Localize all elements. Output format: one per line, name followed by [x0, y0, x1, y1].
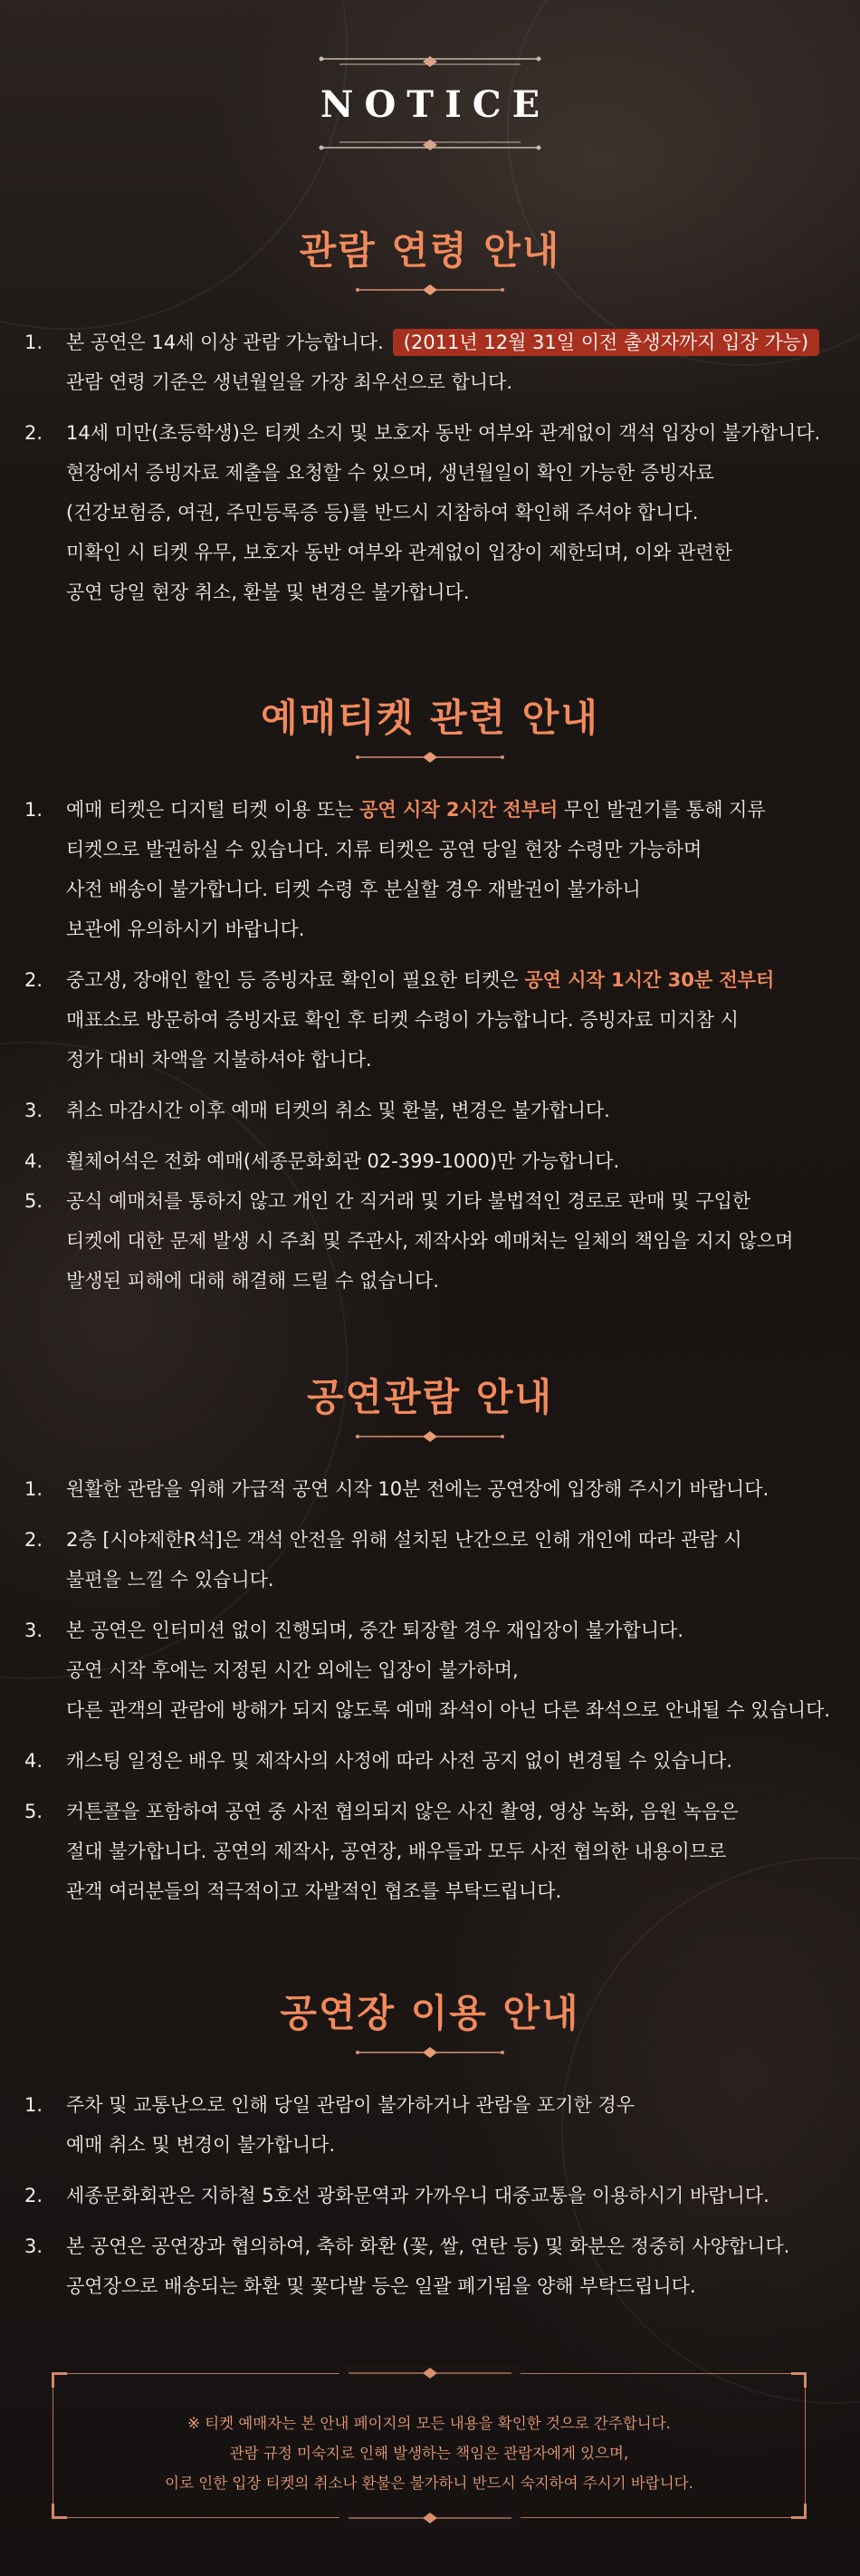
- item-number: 3.: [24, 1100, 43, 1121]
- item-text: 공연장으로 배송되는 화환 및 꽃다발 등은 일괄 폐기됨을 양해 부탁드립니다.: [66, 2275, 696, 2297]
- viewing-section: [0, 1375, 860, 1911]
- footer-top-ornament-icon: [339, 2365, 521, 2381]
- item-line: [66, 1792, 860, 1831]
- item-number: 1.: [24, 332, 43, 353]
- list-item: [24, 2176, 860, 2216]
- notice-list: [0, 322, 860, 612]
- item-text: 불편을 느낄 수 있습니다.: [66, 1569, 274, 1591]
- item-text: 예매 취소 및 변경이 불가합니다.: [66, 2134, 336, 2156]
- item-line: [66, 1469, 860, 1509]
- item-line: [66, 493, 860, 533]
- box-corner: [791, 2372, 807, 2388]
- section-title: 공연장 이용 안내: [280, 1991, 580, 2035]
- item-number: 4.: [24, 1750, 43, 1772]
- list-item: [24, 1792, 860, 1911]
- item-text: 본 공연은 14세 이상 관람 가능합니다.: [66, 332, 384, 353]
- item-line: [66, 2125, 860, 2165]
- item-text: 중고생, 장애인 할인 등 증빙자료 확인이 필요한 티켓은: [66, 969, 525, 991]
- box-corner: [52, 2504, 67, 2519]
- item-text: 발생된 피해에 대해 해결해 드릴 수 없습니다.: [66, 1270, 439, 1292]
- list-item: [24, 1469, 860, 1509]
- item-text: 절대 불가합니다. 공연의 제작사, 공연장, 배우들과 모두 사전 협의한 내용이므로: [66, 1841, 727, 1862]
- footer-line: ※ 티켓 예매자는 본 안내 페이지의 모든 내용을 확인한 것으로 간주합니다.: [187, 2415, 671, 2432]
- item-line: [66, 1560, 860, 1600]
- footer-line: 이로 인한 입장 티켓의 취소나 환불은 불가하니 반드시 숙지하여 주시기 바랍니다.: [165, 2475, 693, 2492]
- item-line: [66, 1650, 860, 1690]
- item-number: 5.: [24, 1190, 43, 1212]
- page-title: NOTICE: [320, 83, 551, 126]
- item-line: [66, 870, 860, 909]
- item-text: 캐스팅 일정은 배우 및 제작사의 사정에 따라 사전 공지 없이 변경될 수 있습니다.: [66, 1750, 732, 1772]
- age-section: [0, 228, 860, 612]
- item-text: 휠체어석은 전화 예매(세종문화회관 02-399-1000)만 가능합니다.: [66, 1150, 620, 1172]
- list-item: [24, 413, 860, 612]
- list-item: [24, 1741, 860, 1781]
- section-title: 예매티켓 관련 안내: [261, 696, 599, 740]
- item-number: 2.: [24, 969, 43, 991]
- item-line: [66, 2226, 860, 2266]
- list-item: [24, 2226, 860, 2306]
- item-text: 본 공연은 인터미션 없이 진행되며, 중간 퇴장할 경우 재입장이 불가합니다.: [66, 1620, 684, 1641]
- footer-bottom-ornament-icon: [339, 2510, 521, 2526]
- list-item: [24, 1091, 860, 1130]
- item-number: 2.: [24, 2185, 43, 2206]
- section-title: 관람 연령 안내: [299, 228, 561, 273]
- item-text: 정가 대비 차액을 지불하셔야 합니다.: [66, 1049, 372, 1071]
- age-limit-badge: (2011년 12월 31일 이전 출생자까지 입장 가능): [393, 329, 819, 356]
- item-text: 사전 배송이 불가합니다. 티켓 수령 후 분실할 경우 재발권이 불가하니: [66, 879, 641, 900]
- item-number: 2.: [24, 1529, 43, 1551]
- item-text: 보관에 유의하시기 바랍니다.: [66, 918, 305, 940]
- section-ornament-icon: [339, 1429, 521, 1444]
- list-item: [24, 1141, 860, 1181]
- section-ornament-icon: [339, 750, 521, 764]
- item-number: 3.: [24, 2235, 43, 2257]
- item-line: [66, 2085, 860, 2125]
- item-line: [66, 1741, 860, 1781]
- item-text: 현장에서 증빙자료 제출을 요청할 수 있으며, 생년월일이 확인 가능한 증빙자료: [66, 462, 714, 484]
- item-text: 예매 티켓은 디지털 티켓 이용 또는: [66, 799, 360, 821]
- item-line: [66, 830, 860, 870]
- item-line: [66, 1831, 860, 1871]
- item-number: 5.: [24, 1801, 43, 1822]
- bottom-ornament-icon: [312, 137, 548, 153]
- item-line: [66, 1221, 860, 1261]
- item-text: 관객 여러분들의 적극적이고 자발적인 협조를 부탁드립니다.: [66, 1880, 562, 1902]
- item-text: 공연 당일 현장 취소, 환불 및 변경은 불가합니다.: [66, 582, 470, 603]
- item-line: [66, 1261, 860, 1301]
- list-item: [24, 960, 860, 1080]
- item-number: 1.: [24, 2094, 43, 2116]
- notice-list: [0, 1469, 860, 1911]
- list-item: [24, 790, 860, 949]
- item-line: [66, 960, 860, 1000]
- item-text: 본 공연은 공연장과 협의하여, 축하 화환 (꽃, 쌀, 연탄 등) 및 화분은 정중히 사양합니다.: [66, 2235, 790, 2257]
- item-line: [66, 572, 860, 612]
- item-line: [66, 1181, 860, 1221]
- item-line: [66, 453, 860, 493]
- item-text: 2층 [시야제한R석]은 객석 안전을 위해 설치된 난간으로 인해 개인에 따라 관람 시: [66, 1529, 742, 1551]
- item-number: 3.: [24, 1620, 43, 1641]
- item-text: 주차 및 교통난으로 인해 당일 관람이 불가하거나 관람을 포기한 경우: [66, 2094, 635, 2116]
- item-text: 14세 미만(초등학생)은 티켓 소지 및 보호자 동반 여부와 관계없이 객석 입장이 불가합니다.: [66, 422, 821, 444]
- item-line: [66, 322, 860, 362]
- item-text: 티켓에 대한 문제 발생 시 주최 및 주관사, 제작사와 예매처는 일체의 책임을 지지 않으며: [66, 1230, 794, 1252]
- item-text: 다른 관객의 관람에 방해가 되지 않도록 예매 좌석이 아닌 다른 좌석으로 안내될 수 있습니다.: [66, 1699, 831, 1721]
- item-text: 공연 시작 후에는 지정된 시간 외에는 입장이 불가하며,: [66, 1659, 519, 1681]
- ticket-section: [0, 696, 860, 1301]
- item-text: 미확인 시 티켓 유무, 보호자 동반 여부와 관계없이 입장이 제한되며, 이와 관련한: [66, 542, 732, 563]
- item-text: 커튼콜을 포함하여 공연 중 사전 협의되지 않은 사진 촬영, 영상 녹화, 음원 녹음은: [66, 1801, 739, 1822]
- item-number: 1.: [24, 799, 43, 821]
- item-line: [66, 1871, 860, 1911]
- section-title: 공연관람 안내: [306, 1375, 554, 1419]
- box-corner: [52, 2372, 67, 2388]
- item-line: [66, 909, 860, 949]
- item-text: 세종문화회관은 지하철 5호선 광화문역과 가까우니 대중교통을 이용하시기 바랍니다.: [66, 2185, 769, 2206]
- item-line: [66, 790, 860, 830]
- item-line: [66, 413, 860, 453]
- item-text: 취소 마감시간 이후 예매 티켓의 취소 및 환불, 변경은 불가합니다.: [66, 1100, 610, 1121]
- item-number: 1.: [24, 1478, 43, 1500]
- item-number: 4.: [24, 1150, 43, 1172]
- section-ornament-icon: [339, 283, 521, 297]
- item-line: [66, 1690, 860, 1730]
- item-line: [66, 533, 860, 572]
- item-text: 원활한 관람을 위해 가급적 공연 시작 10분 전에는 공연장에 입장해 주시기 바랍니다.: [66, 1478, 769, 1500]
- top-ornament-icon: [312, 54, 548, 71]
- list-item: [24, 1520, 860, 1600]
- item-text: 매표소로 방문하여 증빙자료 확인 후 티켓 수령이 가능합니다. 증빙자료 미지참 시: [66, 1009, 739, 1031]
- footer-notice-box: [53, 2373, 806, 2518]
- item-text: 관람 연령 기준은 생년월일을 가장 최우선으로 합니다.: [66, 371, 513, 393]
- item-line: [66, 1091, 860, 1130]
- item-line: [66, 1000, 860, 1040]
- notice-list: [0, 790, 860, 1301]
- notice-header: [0, 54, 860, 153]
- item-line: [66, 1610, 860, 1650]
- item-line: [66, 1040, 860, 1080]
- box-corner: [791, 2504, 807, 2519]
- item-text: (건강보험증, 여권, 주민등록증 등)를 반드시 지참하여 확인해 주셔야 합니다.: [66, 502, 699, 524]
- notice-list: [0, 2085, 860, 2306]
- item-text: 무인 발권기를 통해 지류: [558, 799, 766, 821]
- item-text: 공식 예매처를 통하지 않고 개인 간 직거래 및 기타 불법적인 경로로 판매 및 구입한: [66, 1190, 751, 1212]
- venue-section: [0, 1991, 860, 2306]
- highlight-text: 공연 시작 1시간 30분 전부터: [524, 969, 775, 991]
- item-line: [66, 1141, 860, 1181]
- item-line: [66, 2176, 860, 2216]
- item-text: 티켓으로 발권하실 수 있습니다. 지류 티켓은 공연 당일 현장 수령만 가능하며: [66, 839, 702, 860]
- item-line: [66, 1520, 860, 1560]
- list-item: [24, 322, 860, 402]
- highlight-text: 공연 시작 2시간 전부터: [359, 799, 559, 821]
- item-line: [66, 362, 860, 402]
- list-item: [24, 1181, 860, 1301]
- list-item: [24, 1610, 860, 1730]
- list-item: [24, 2085, 860, 2165]
- item-line: [66, 2266, 860, 2306]
- section-ornament-icon: [339, 2045, 521, 2060]
- item-number: 2.: [24, 422, 43, 444]
- footer-line: 관람 규정 미숙지로 인해 발생하는 책임은 관람자에게 있으며,: [229, 2445, 629, 2462]
